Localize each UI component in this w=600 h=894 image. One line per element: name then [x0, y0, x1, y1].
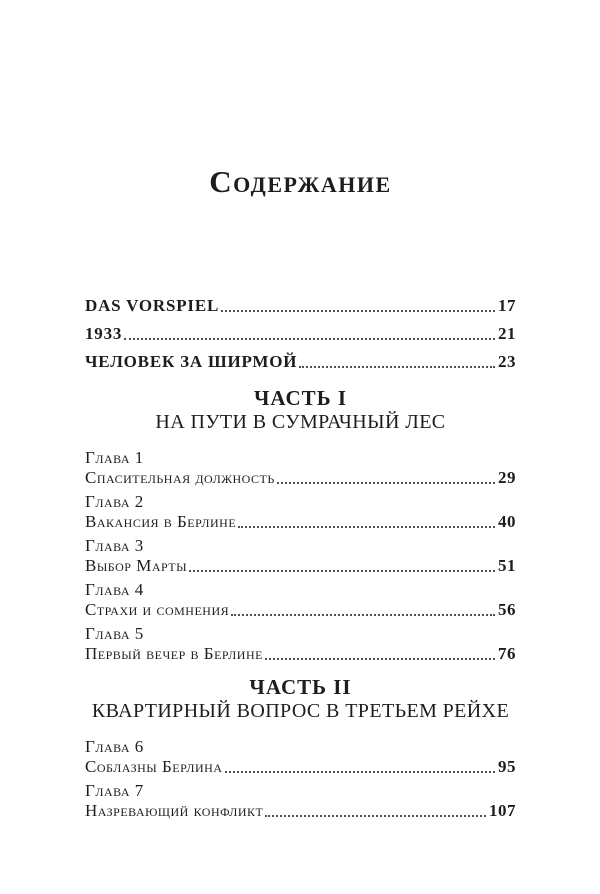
- part-2-heading: [85, 676, 516, 722]
- chapter-label: Глава 7: [85, 781, 144, 800]
- toc-chapter: [85, 781, 516, 821]
- toc-entry: [85, 288, 516, 316]
- dot-leader: [299, 366, 495, 368]
- chapter-label: Глава 4: [85, 580, 144, 599]
- chapter-entry: [85, 801, 516, 821]
- page-title: Содержание: [209, 164, 392, 199]
- chapter-label: Глава 2: [85, 492, 144, 511]
- toc-chapter: [85, 624, 516, 664]
- toc-entry: [85, 344, 516, 372]
- toc-chapter: [85, 580, 516, 620]
- chapter-entry: [85, 556, 516, 576]
- chapter-label: Глава 6: [85, 737, 144, 756]
- chapter-title: Назревающий конфликт: [85, 801, 264, 820]
- part-label: ЧАСТЬ I: [253, 386, 347, 410]
- dot-leader: [238, 526, 495, 528]
- page-number: 29: [498, 468, 516, 487]
- page-number: 17: [498, 296, 516, 315]
- toc-chapter: [85, 448, 516, 488]
- chapter-title: Выбор Марты: [85, 556, 188, 575]
- part-1-heading: [85, 387, 516, 433]
- part-subtitle: КВАРТИРНЫЙ ВОПРОС В ТРЕТЬЕМ РЕЙХЕ: [91, 700, 510, 722]
- dot-leader: [265, 658, 495, 660]
- toc-chapter: [85, 536, 516, 576]
- chapter-label: Глава 3: [85, 536, 144, 555]
- chapter-entry: [85, 468, 516, 488]
- page-number: 107: [489, 801, 516, 820]
- dot-leader: [124, 338, 495, 340]
- page-number: 23: [498, 352, 516, 371]
- page-number: 40: [498, 512, 516, 531]
- chapter-entry: [85, 757, 516, 777]
- chapter-label: Глава 1: [85, 448, 144, 467]
- toc-entry: [85, 316, 516, 344]
- dot-leader: [231, 614, 495, 616]
- page-number: 76: [498, 644, 516, 663]
- chapter-entry: [85, 644, 516, 664]
- chapter-entry: [85, 600, 516, 620]
- page-number: 21: [498, 324, 516, 343]
- toc-chapter: [85, 492, 516, 532]
- entry-title: ЧЕЛОВЕК ЗА ШИРМОЙ: [85, 352, 298, 371]
- chapter-title: Спасительная должность: [85, 468, 275, 487]
- dot-leader: [221, 310, 495, 312]
- page-number: 95: [498, 757, 516, 776]
- chapter-label: Глава 5: [85, 624, 144, 643]
- dot-leader: [225, 771, 496, 773]
- entry-title: DAS VORSPIEL: [85, 296, 220, 315]
- entry-title: 1933: [85, 324, 123, 343]
- front-matter-section: [85, 288, 516, 372]
- page-number: 51: [498, 556, 516, 575]
- toc-content: [85, 0, 516, 825]
- part-subtitle: НА ПУТИ В СУМРАЧНЫЙ ЛЕС: [155, 411, 446, 433]
- part-2-chapters: [85, 737, 516, 821]
- part-label: ЧАСТЬ II: [249, 675, 352, 699]
- page-number: 56: [498, 600, 516, 619]
- chapter-title: Первый вечер в Берлине: [85, 644, 263, 663]
- chapter-title: Соблазны Берлина: [85, 757, 223, 776]
- dot-leader: [277, 482, 495, 484]
- chapter-title: Страхи и сомнения: [85, 600, 230, 619]
- chapter-entry: [85, 512, 516, 532]
- part-1-chapters: [85, 448, 516, 664]
- chapter-title: Вакансия в Берлине: [85, 512, 237, 531]
- dot-leader: [189, 570, 495, 572]
- toc-chapter: [85, 737, 516, 777]
- dot-leader: [265, 815, 486, 817]
